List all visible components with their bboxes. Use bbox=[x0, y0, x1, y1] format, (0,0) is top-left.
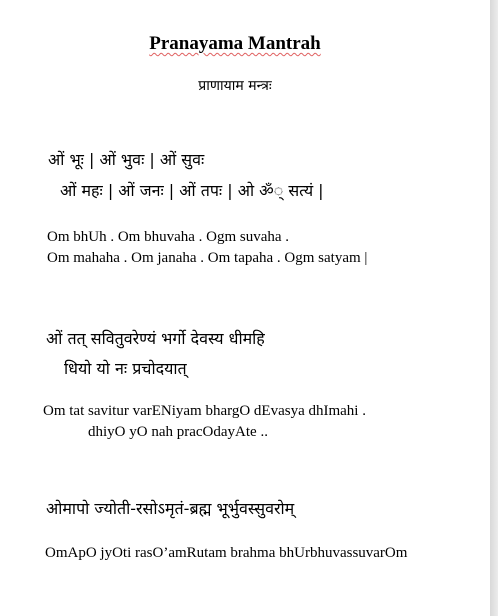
verse2-devanagari-line2: धियो यो नः प्रचोदयात् bbox=[64, 359, 187, 378]
verse2-roman-line2: dhiyO yO nah pracOdayAte .. bbox=[88, 424, 268, 440]
document-subtitle: प्राणायाम मन्त्रः bbox=[198, 78, 272, 94]
document-title: Pranayama Mantrah bbox=[149, 33, 321, 54]
verse2-devanagari-line1: ओं तत् सवितुवरेण्यं भर्गो देवस्य धीमहि bbox=[46, 329, 265, 348]
verse3-roman: OmApO jyOti rasO’amRutam brahma bhUrbhuvassuvarOm bbox=[45, 545, 408, 561]
verse1-devanagari-line2: ओं महः | ओं जनः | ओं तपः | ओ ॐ् सत्यं | bbox=[60, 181, 324, 200]
verse2-roman-line1: Om tat savitur varENiyam bhargO dEvasya dhImahi . bbox=[43, 403, 366, 419]
page-edge-shadow bbox=[490, 0, 498, 616]
verse1-roman-line1: Om bhUh . Om bhuvaha . Ogm suvaha . bbox=[47, 229, 290, 245]
verse1-devanagari-line1: ओं भूः | ओं भुवः | ओं सुवः bbox=[48, 150, 205, 169]
verse1-roman-line2: Om mahaha . Om janaha . Om tapaha . Ogm satyam | bbox=[47, 250, 368, 266]
verse3-devanagari: ओमापो ज्योती-रसोऽमृतं-ब्रह्म भूर्भुवस्सुवरोम् bbox=[46, 499, 295, 518]
